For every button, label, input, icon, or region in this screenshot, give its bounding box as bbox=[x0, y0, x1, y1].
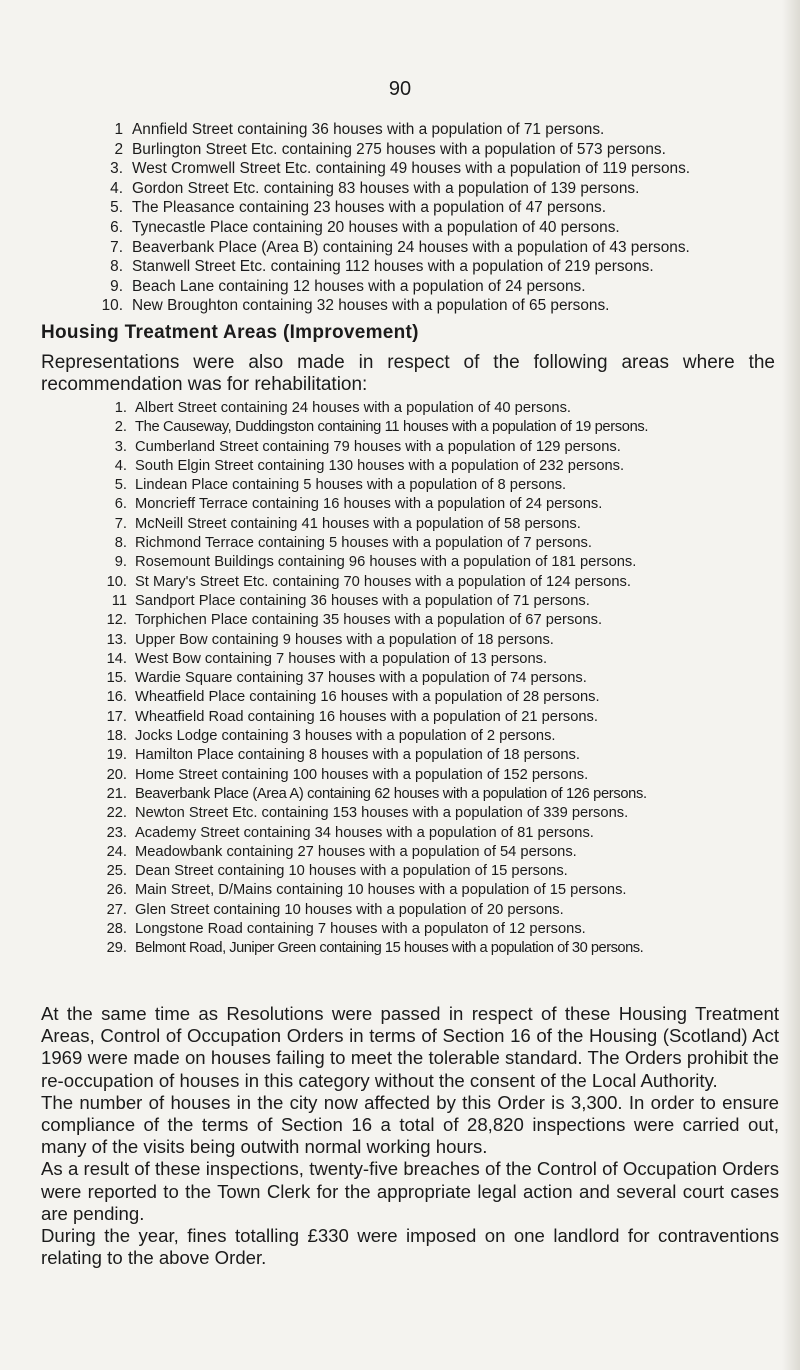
list-item bbox=[103, 611, 783, 630]
item-text: Albert Street containing 24 houses with a population of 40 persons. bbox=[135, 400, 572, 416]
list-item bbox=[103, 785, 783, 804]
list-item bbox=[101, 218, 781, 238]
list-item bbox=[103, 399, 783, 418]
item-text: Wheatfield Place containing 16 houses with a population of 28 persons. bbox=[135, 689, 600, 706]
body-text bbox=[41, 1003, 779, 1269]
item-number: 6. bbox=[110, 218, 123, 236]
item-text: Tynecastle Place containing 20 houses with a population of 40 persons. bbox=[132, 218, 620, 236]
list-item bbox=[103, 766, 783, 785]
item-number: 16. bbox=[106, 689, 127, 706]
item-number: 29. bbox=[106, 940, 127, 957]
list-item bbox=[103, 534, 783, 553]
list-item bbox=[103, 631, 783, 650]
section-heading: Housing Treatment Areas (Improvement) bbox=[41, 322, 419, 343]
item-text: Longstone Road containing 7 houses with a populaton of 12 persons. bbox=[135, 921, 586, 938]
item-text: Richmond Terrace containing 5 houses with a population of 7 persons. bbox=[135, 535, 592, 552]
item-number: 21. bbox=[106, 785, 127, 802]
item-text: Academy Street containing 34 houses with a population of 81 persons. bbox=[135, 824, 594, 841]
item-text: Meadowbank containing 27 houses with a population of 54 persons. bbox=[135, 843, 577, 860]
list-item bbox=[103, 592, 783, 611]
list-item bbox=[103, 457, 783, 476]
list-item bbox=[101, 296, 781, 316]
item-number: 3. bbox=[114, 438, 127, 455]
paragraph: As a result of these inspections, twenty-five breaches of the Control of Occupation Orders were reported to the Town Clerk for the appropriate legal action and several court cases are pending. bbox=[41, 1158, 779, 1224]
item-number: 9. bbox=[110, 277, 123, 295]
item-text: Upper Bow containing 9 houses with a population of 18 persons. bbox=[135, 631, 554, 648]
clearance-areas-list bbox=[101, 120, 781, 316]
list-item bbox=[103, 495, 783, 514]
list-item bbox=[103, 553, 783, 572]
item-number: 2 bbox=[114, 140, 123, 158]
item-text: The Causeway, Duddingston containing 11 houses with a population of 19 persons. bbox=[135, 419, 649, 436]
list-item bbox=[103, 862, 783, 881]
list-item bbox=[101, 257, 781, 277]
item-number: 20. bbox=[106, 766, 127, 783]
item-text: New Broughton containing 32 houses with a population of 65 persons. bbox=[132, 297, 610, 315]
item-text: Glen Street containing 10 houses with a population of 20 persons. bbox=[135, 901, 564, 918]
item-text: Gordon Street Etc. containing 83 houses with a population of 139 persons. bbox=[132, 179, 640, 197]
list-item bbox=[101, 277, 781, 297]
item-number: 13. bbox=[106, 631, 127, 648]
item-text: Annfield Street containing 36 houses with a population of 71 persons. bbox=[132, 121, 605, 138]
item-number: 7. bbox=[114, 515, 127, 532]
item-text: Torphichen Place containing 35 houses with a population of 67 persons. bbox=[135, 612, 603, 629]
paragraph: The number of houses in the city now affected by this Order is 3,300. In order to ensure compliance of the terms of Section 16 a total of 28,820 inspections were carried out, many of the visits being outwith normal working hours. bbox=[41, 1091, 779, 1158]
item-text: Beach Lane containing 12 houses with a population of 24 persons. bbox=[132, 277, 586, 295]
list-item bbox=[103, 438, 783, 457]
list-item bbox=[103, 881, 783, 900]
list-item bbox=[103, 920, 783, 939]
list-item bbox=[101, 140, 781, 160]
item-number: 15. bbox=[106, 670, 127, 687]
item-number: 8. bbox=[110, 258, 123, 276]
list-item bbox=[103, 804, 783, 823]
item-number: 2. bbox=[114, 419, 127, 436]
item-number: 4. bbox=[110, 179, 123, 197]
list-item bbox=[103, 476, 783, 495]
item-text: Moncrieff Terrace containing 16 houses with a population of 24 persons. bbox=[135, 496, 603, 513]
list-item bbox=[103, 727, 783, 746]
item-text: St Mary's Street Etc. containing 70 houses with a population of 124 persons. bbox=[135, 573, 631, 590]
item-number: 28. bbox=[106, 921, 127, 938]
item-number: 1 bbox=[114, 121, 123, 138]
item-text: Wheatfield Road containing 16 houses with a population of 21 persons. bbox=[135, 708, 598, 725]
list-item bbox=[103, 418, 783, 437]
item-text: Burlington Street Etc. containing 275 houses with a population of 573 persons. bbox=[132, 140, 666, 158]
item-number: 24. bbox=[106, 843, 127, 860]
paragraph: During the year, fines totalling £330 were imposed on one landlord for contraventions relating to the above Order. bbox=[41, 1225, 779, 1269]
page-edge-shadow bbox=[782, 0, 800, 1370]
list-item bbox=[103, 843, 783, 862]
item-number: 23. bbox=[106, 824, 127, 841]
item-number: 25. bbox=[106, 863, 127, 880]
list-item bbox=[103, 515, 783, 534]
item-text: Wardie Square containing 37 houses with a population of 74 persons. bbox=[135, 670, 587, 687]
item-number: 1. bbox=[114, 400, 127, 416]
item-number: 22. bbox=[106, 805, 127, 822]
item-number: 4. bbox=[114, 457, 127, 474]
list-item bbox=[101, 238, 781, 258]
item-number: 17. bbox=[106, 708, 127, 725]
item-number: 8. bbox=[114, 535, 127, 552]
item-number: 27. bbox=[106, 901, 127, 918]
item-number: 12. bbox=[106, 612, 127, 629]
improvement-areas-list bbox=[103, 399, 783, 959]
item-number: 5. bbox=[114, 477, 127, 494]
list-item bbox=[101, 179, 781, 199]
item-text: Dean Street containing 10 houses with a population of 15 persons. bbox=[135, 863, 568, 880]
item-text: Main Street, D/Mains containing 10 houses with a population of 15 persons. bbox=[135, 882, 627, 899]
list-item bbox=[103, 824, 783, 843]
item-text: Hamilton Place containing 8 houses with a population of 18 persons. bbox=[135, 747, 580, 764]
item-number: 14. bbox=[106, 650, 127, 667]
list-item bbox=[101, 120, 781, 140]
item-text: Rosemount Buildings containing 96 houses with a population of 181 persons. bbox=[135, 554, 637, 571]
list-item bbox=[103, 650, 783, 669]
list-item bbox=[103, 573, 783, 592]
item-text: Cumberland Street containing 79 houses with a population of 129 persons. bbox=[135, 438, 621, 455]
item-text: Home Street containing 100 houses with a population of 152 persons. bbox=[135, 766, 589, 783]
intro-paragraph: Representations were also made in respect of the following areas where the recommendation was for rehabilitation: bbox=[41, 352, 775, 395]
list-item bbox=[101, 159, 781, 179]
item-number: 10. bbox=[101, 297, 123, 315]
list-item bbox=[103, 939, 783, 958]
item-text: Sandport Place containing 36 houses with a population of 71 persons. bbox=[135, 592, 590, 609]
list-item bbox=[101, 198, 781, 218]
item-number: 5. bbox=[110, 199, 123, 217]
item-number: 18. bbox=[106, 728, 127, 745]
list-item bbox=[103, 688, 783, 707]
item-number: 9. bbox=[114, 554, 127, 571]
item-number: 11 bbox=[111, 592, 127, 609]
list-item bbox=[103, 669, 783, 688]
page-number: 90 bbox=[388, 78, 412, 100]
item-text: Lindean Place containing 5 houses with a population of 8 persons. bbox=[135, 477, 567, 494]
list-item bbox=[103, 708, 783, 727]
item-text: Newton Street Etc. containing 153 houses with a population of 339 persons. bbox=[135, 805, 629, 822]
item-text: Stanwell Street Etc. containing 112 houses with a population of 219 persons. bbox=[132, 258, 654, 276]
item-number: 7. bbox=[110, 238, 123, 256]
paragraph: At the same time as Resolutions were passed in respect of these Housing Treatment Areas, Control of Occupation Orders in terms of Section 16 of the Housing (Scotland) Act 1969 were made on houses failing to meet the tolerable standard. The Orders prohibit the re-occupation of houses in this category without the consent of the Local Authority. bbox=[41, 1003, 779, 1091]
item-text: Jocks Lodge containing 3 houses with a population of 2 persons. bbox=[135, 728, 556, 745]
item-text: Beaverbank Place (Area A) containing 62 houses with a population of 126 persons. bbox=[135, 785, 647, 802]
item-text: The Pleasance containing 23 houses with a population of 47 persons. bbox=[132, 199, 607, 217]
item-number: 6. bbox=[114, 496, 127, 513]
item-number: 10. bbox=[106, 573, 127, 590]
item-text: West Cromwell Street Etc. containing 49 houses with a population of 119 persons. bbox=[132, 160, 691, 178]
item-text: Beaverbank Place (Area B) containing 24 houses with a population of 43 persons. bbox=[132, 238, 690, 256]
item-text: Belmont Road, Juniper Green containing 15 houses with a population of 30 persons. bbox=[135, 940, 644, 957]
list-item bbox=[103, 901, 783, 920]
item-number: 26. bbox=[106, 882, 127, 899]
item-text: McNeill Street containing 41 houses with a population of 58 persons. bbox=[135, 515, 581, 532]
list-item bbox=[103, 746, 783, 765]
item-text: West Bow containing 7 houses with a population of 13 persons. bbox=[135, 650, 548, 667]
item-number: 3. bbox=[110, 160, 123, 178]
item-number: 19. bbox=[106, 747, 127, 764]
item-text: South Elgin Street containing 130 houses with a population of 232 persons. bbox=[135, 457, 625, 474]
